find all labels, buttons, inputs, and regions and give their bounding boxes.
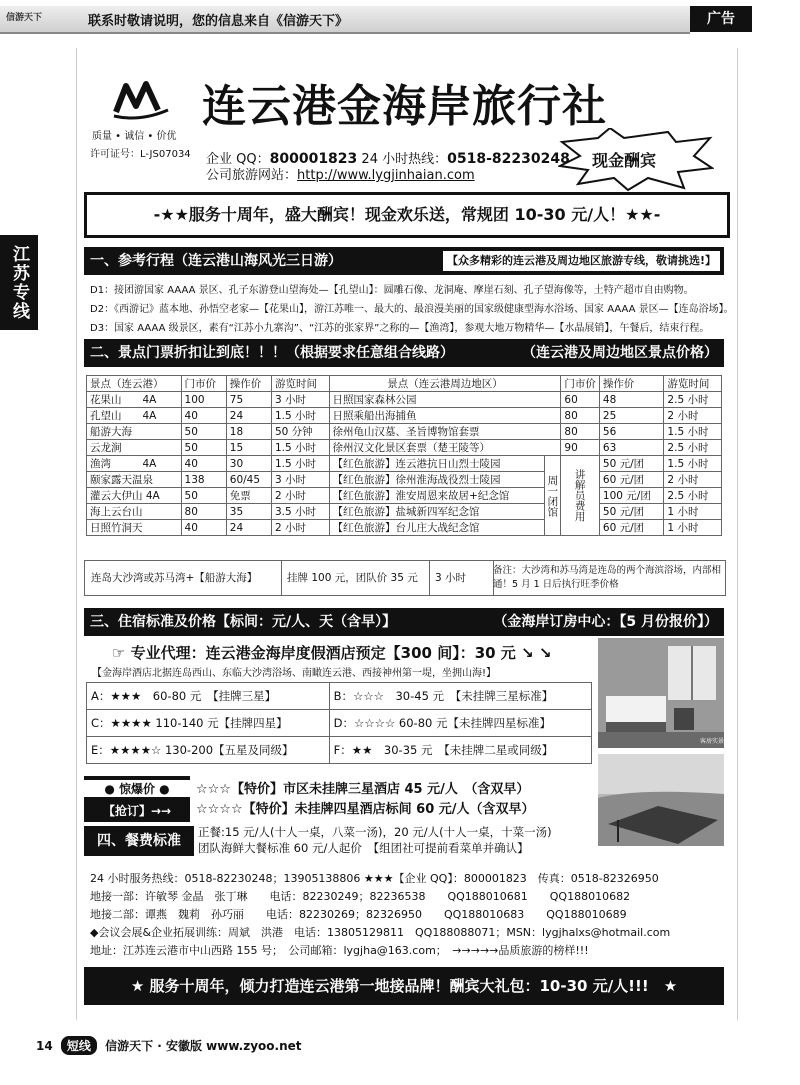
table-row xyxy=(87,472,722,488)
ticket-table xyxy=(86,375,722,536)
arrow-down-icon: ↘ ↘ xyxy=(515,644,552,662)
note-item: 连岛大沙湾或苏马湾+【船游大海】 xyxy=(85,561,282,595)
top-notice: 联系时敬请说明，您的信息来自《信游天下》 xyxy=(88,14,349,29)
page-footer xyxy=(36,1036,302,1055)
table-cell: 【红色旅游】台儿庄大战纪念馆 xyxy=(329,520,545,536)
table-cell: 50 元/团 xyxy=(599,504,664,520)
section-itinerary-header xyxy=(84,247,724,275)
company-title: 连云港金海岸旅行社 xyxy=(202,81,607,132)
table-cell: 灌云大伊山 4A xyxy=(87,488,182,504)
table-header-row xyxy=(87,376,722,392)
table-header-cell: 门市价 xyxy=(561,376,600,392)
table-cell: 1.5 小时 xyxy=(271,440,329,456)
table-cell: 2 小时 xyxy=(664,472,722,488)
table-row xyxy=(87,456,722,472)
table-cell: 80 xyxy=(181,504,226,520)
table-row xyxy=(87,737,592,764)
note-time: 3 小时 xyxy=(429,561,494,595)
contact-dept1: 地接一部：许敏琴 金晶 张丁琳 电话：82230249；82236538 QQ188010681 QQ188010682 xyxy=(90,890,631,903)
table-cell: 75 xyxy=(226,392,271,408)
meal-line-1: 正餐:15 元/人(十人一桌，八菜一汤)，20 元/人(十人一桌，十菜一汤) xyxy=(198,825,552,839)
section-itinerary-note: 【众多精彩的连云港及周边地区旅游专线，敬请挑选!】 xyxy=(443,251,720,271)
hotel-desc: 【金海岸酒店北据连岛西山、东临大沙湾浴场、南瞰连云港、西接神州第一堤，坐拥山海!】 xyxy=(92,668,497,679)
table-cell: 日照国家森林公园 xyxy=(329,392,561,408)
website-line xyxy=(206,164,475,183)
table-cell: 15 xyxy=(226,440,271,456)
contact-meetings: ◆会议会展&企业拓展训练：周斌 洪港 电话：13805129811 QQ188088071；MSN：lygjhalxs@hotmail.com xyxy=(90,926,671,939)
table-header-cell: 操作价 xyxy=(226,376,271,392)
ad-label: 广告 xyxy=(690,6,752,32)
table-cell: 3 小时 xyxy=(271,472,329,488)
table-cell: 【红色旅游】盐城新四军纪念馆 xyxy=(329,504,545,520)
cash-badge xyxy=(558,128,714,192)
table-cell: 24 xyxy=(226,408,271,424)
section-itinerary-title: 一、参考行程（连云港山海风光三日游） xyxy=(90,253,342,269)
table-cell: 【红色旅游】淮安周恩来故居+纪念馆 xyxy=(329,488,545,504)
table-cell: 50 元/团 xyxy=(599,456,664,472)
table-cell: 25 xyxy=(599,408,664,424)
grade-cell: B：☆☆☆ 30-45 元 【未挂牌三星标准】 xyxy=(329,683,591,710)
table-cell: 2 小时 xyxy=(271,488,329,504)
table-cell: 海上云台山 xyxy=(87,504,182,520)
table-cell: 60 元/团 xyxy=(599,472,664,488)
hotline-label: 24 小时热线： xyxy=(361,152,448,167)
special-label-1: ● 惊爆价 ● xyxy=(84,780,190,797)
grade-cell: F：★★ 30-35 元 【未挂牌二星或同级】 xyxy=(329,737,591,764)
table-cell: 50 分钟 xyxy=(271,424,329,440)
table-cell: 渔湾 4A xyxy=(87,456,182,472)
table-header-cell: 景点（连云港） xyxy=(87,376,182,392)
hand-icon: ☞ xyxy=(112,644,131,662)
contact-dept2: 地接二部：谭燕 魏莉 孙巧丽 电话：82230269；82326950 QQ188010683 QQ188010689 xyxy=(90,908,627,921)
guide-label: 讲解员费用 xyxy=(561,456,600,536)
table-cell: 48 xyxy=(599,392,664,408)
table-cell: 63 xyxy=(599,440,664,456)
table-cell: 50 xyxy=(181,488,226,504)
hotel-grade-table xyxy=(86,682,592,764)
table-cell: 40 xyxy=(181,408,226,424)
table-cell: 35 xyxy=(226,504,271,520)
brand-logo: 信游天下 xyxy=(6,13,43,23)
cash-badge-text: 现金酬宾 xyxy=(592,151,657,170)
table-row xyxy=(87,408,722,424)
qq-number: 800001823 xyxy=(269,151,358,167)
table-header-cell: 游览时间 xyxy=(664,376,722,392)
special-line-1: ☆☆☆【特价】市区未挂牌三星酒店 45 元/人 （含双早） xyxy=(196,782,530,797)
footer-banner: ★ 服务十周年，倾力打造连云港第一地接品牌！酬宾大礼包：10-30 元/人!!! ★ xyxy=(84,967,724,1005)
table-cell: 1 小时 xyxy=(664,520,722,536)
company-logo-icon xyxy=(112,72,170,122)
itinerary-day2: D2：《西游记》蓝本地、孙悟空老家—【花果山】，游江苏唯一、最大的、最浪漫美丽的国家级健康型海水浴场、国家 AAAA 景区—【连岛浴场】。 xyxy=(90,304,734,315)
table-row xyxy=(87,520,722,536)
table-cell: 90 xyxy=(561,440,600,456)
grade-cell: A：★★★ 60-80 元 【挂牌三星】 xyxy=(87,683,330,710)
table-cell: 1.5 小时 xyxy=(271,456,329,472)
photo-caption: 客房实景 xyxy=(700,738,725,745)
table-cell: 100 xyxy=(181,392,226,408)
section-tickets-note: （连云港及周边地区景点价格） xyxy=(522,345,718,361)
table-cell: 50 xyxy=(181,424,226,440)
table-cell: 日照竹洞天 xyxy=(87,520,182,536)
seaside-photo xyxy=(598,754,724,846)
table-cell: 1 小时 xyxy=(664,504,722,520)
table-row xyxy=(87,392,722,408)
special-label-2: 【抢订】→→ xyxy=(102,804,172,818)
section-hotel-title: 三、住宿标准及价格【标间：元/人、天（含早）】 xyxy=(90,614,397,630)
contact-hotline: 24 小时服务热线：0518-82230248；13905138806 ★★★【企业 QQ】：800001823 传真：0518-82326950 xyxy=(90,872,659,885)
table-cell: 颐家露天温泉 xyxy=(87,472,182,488)
table-cell: 60/45 xyxy=(226,472,271,488)
table-cell: 80 xyxy=(561,424,600,440)
table-cell: 100 元/团 xyxy=(599,488,664,504)
table-cell: 徐州龟山汉墓、圣旨博物馆套票 xyxy=(329,424,561,440)
top-bar xyxy=(0,0,800,40)
table-row xyxy=(87,424,722,440)
table-cell: 【红色旅游】徐州淮海战役烈士陵园 xyxy=(329,472,545,488)
table-cell: 30 xyxy=(226,456,271,472)
table-row xyxy=(87,710,592,737)
note-remark: 备注：大沙湾和苏马湾是连岛的两个海滨浴场，内部相通！5 月 1 日后执行旺季价格 xyxy=(493,565,722,590)
page-number: 14 xyxy=(36,1039,53,1053)
table-cell: 2.5 小时 xyxy=(664,392,722,408)
table-cell: 56 xyxy=(599,424,664,440)
meal-line-2: 团队海鲜大餐标准 60 元/人起价 【组团社可提前看菜单并确认】 xyxy=(198,841,529,855)
table-row xyxy=(87,504,722,520)
table-cell: 花果山 4A xyxy=(87,392,182,408)
table-cell: 1.5 小时 xyxy=(664,456,722,472)
table-cell: 2 小时 xyxy=(271,520,329,536)
hotel-room-photo xyxy=(598,638,724,748)
table-cell: 1.5 小时 xyxy=(664,424,722,440)
table-cell: 孔望山 4A xyxy=(87,408,182,424)
website-label: 公司旅游网站： xyxy=(206,168,298,183)
hotel-agent: 专业代理：连云港金海岸度假酒店预定【300 间】：30 元 xyxy=(130,644,516,662)
table-cell: 40 xyxy=(181,456,226,472)
table-header-cell: 门市价 xyxy=(181,376,226,392)
table-row xyxy=(87,683,592,710)
grade-cell: E：★★★★☆ 130-200【五星及同级】 xyxy=(87,737,330,764)
table-cell: 2.5 小时 xyxy=(664,488,722,504)
table-cell: 3 小时 xyxy=(271,392,329,408)
table-cell: 60 元/团 xyxy=(599,520,664,536)
table-row xyxy=(87,440,722,456)
table-cell: 云龙涧 xyxy=(87,440,182,456)
headline-banner: -★★服务十周年，盛大酬宾！现金欢乐送，常规团 10-30 元/人！★★- xyxy=(84,192,730,238)
section-hotel-header xyxy=(84,608,724,636)
license-number: 许可证号：L-JS07034 xyxy=(90,149,191,160)
table-header-cell: 景点（连云港周边地区） xyxy=(329,376,561,392)
special-line-2: ☆☆☆☆【特价】未挂牌四星酒店标间 60 元/人（含双早） xyxy=(196,802,535,817)
table-cell: 日照乘船出海捕鱼 xyxy=(329,408,561,424)
table-cell: 3.5 小时 xyxy=(271,504,329,520)
table-header-cell: 游览时间 xyxy=(271,376,329,392)
qq-label: 企业 QQ： xyxy=(206,152,270,167)
ticket-note-row xyxy=(84,560,726,596)
itinerary-day1: D1：接团游国家 AAAA 景区、孔子东游登山望海处—【孔望山】：圆雕石像、龙洞庵、摩崖石刻、孔子望海像等，土特产超市自由购物。 xyxy=(90,285,694,296)
table-cell: 40 xyxy=(181,520,226,536)
table-row xyxy=(87,488,722,504)
table-cell: 免票 xyxy=(226,488,271,504)
table-cell: 【红色旅游】连云港抗日山烈士陵园 xyxy=(329,456,545,472)
table-cell: 船游大海 xyxy=(87,424,182,440)
table-header-cell: 操作价 xyxy=(599,376,664,392)
itinerary-day3: D3：国家 AAAA 级景区，素有“江苏小九寨沟”、“江苏的张家界”之称的—【渔湾】，参观大地万物精华—【水晶展销】，午餐后，结束行程。 xyxy=(90,323,710,334)
table-cell: 60 xyxy=(561,392,600,408)
page-footer-text: 信游天下 · 安徽版 www.zyoo.net xyxy=(105,1039,302,1053)
hotline-number: 0518-82230248 xyxy=(447,151,570,167)
table-cell: 50 xyxy=(181,440,226,456)
company-slogan: 质量 • 诚信 • 价优 xyxy=(92,131,177,142)
note-price: 挂牌 100 元，团队价 35 元 xyxy=(281,561,430,595)
table-cell: 2 小时 xyxy=(664,408,722,424)
table-cell: 138 xyxy=(181,472,226,488)
website-link[interactable]: http://www.lygjinhaian.com xyxy=(297,168,475,183)
section-tickets-title: 二、景点门票折扣让到底！！！（根据要求任意组合线路） xyxy=(90,345,454,361)
table-cell: 18 xyxy=(226,424,271,440)
table-cell: 徐州汉文化景区套票（楚王陵等） xyxy=(329,440,561,456)
table-cell: 80 xyxy=(561,408,600,424)
grade-cell: C：★★★★ 110-140 元【挂牌四星】 xyxy=(87,710,330,737)
page-tag: 短线 xyxy=(61,1036,97,1055)
table-cell: 24 xyxy=(226,520,271,536)
contact-address: 地址：江苏连云港市中山西路 155 号； 公司邮箱：lygjha@163.com； →→→→→品质旅游的榜样!!! xyxy=(90,944,589,957)
table-cell: 2.5 小时 xyxy=(664,440,722,456)
section-meal-title: 四、餐费标准 xyxy=(84,826,194,856)
section-hotel-note: （金海岸订房中心：【5 月份报价】） xyxy=(493,614,718,630)
grade-cell: D：☆☆☆☆ 60-80 元【未挂牌四星标准】 xyxy=(329,710,591,737)
special-price-box xyxy=(84,776,190,822)
hotel-agent-line xyxy=(112,642,551,663)
side-tab: 江苏专线 xyxy=(0,235,38,330)
table-cell: 1.5 小时 xyxy=(271,408,329,424)
closed-label: 周一闭馆 xyxy=(545,456,561,536)
section-tickets-header xyxy=(84,339,724,367)
